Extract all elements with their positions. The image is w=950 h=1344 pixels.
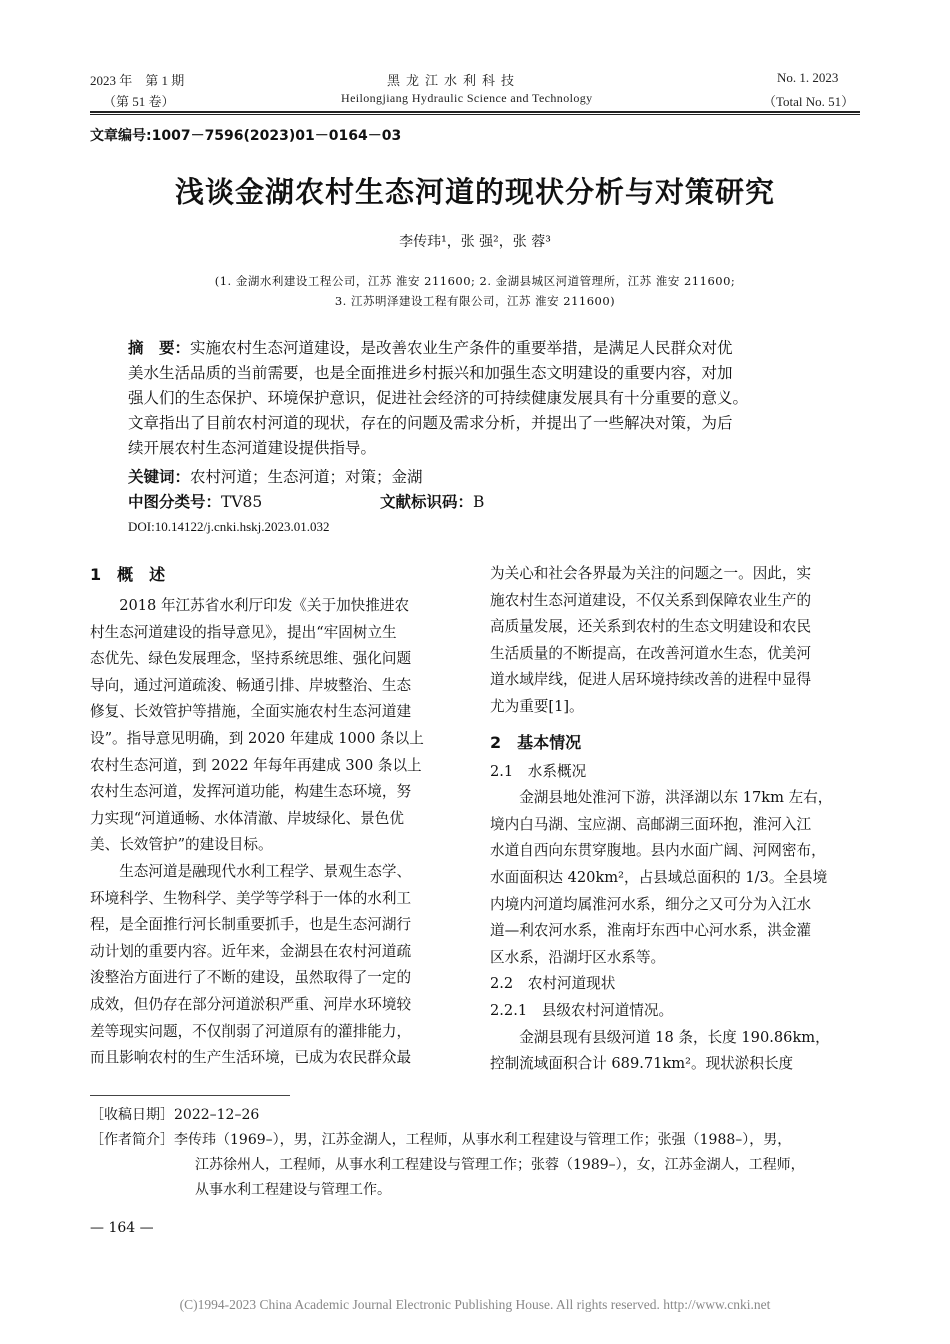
text-line: 施农村生态河道建设，不仅关系到保障农业生产的 (490, 591, 812, 609)
text-line: 尤为重要[1]。 (490, 697, 584, 715)
subsection-heading-2-2-1: 2.2.1 县级农村河道情况。 (490, 1001, 674, 1019)
header-rule-thin (90, 114, 860, 115)
abstract-line: 续开展农村生态河道建设提供指导。 (128, 439, 377, 457)
authors: 李传玮¹，张 强²，张 蓉³ (399, 234, 551, 250)
copyright-notice: (C)1994-2023 China Academic Journal Electronic Publishing House. All rights reserved. http://www.cnki.net (179, 1297, 771, 1312)
text-line: 水道自西向东贯穿腹地。县内水面广阔、河网密布， (490, 842, 826, 860)
paper-title: 浅谈金湖农村生态河道的现状分析与对策研究 (174, 175, 775, 209)
text-line: 金湖县地处淮河下游，洪泽湖以东 17km 左右， (519, 789, 833, 807)
right-column-intro (490, 561, 860, 721)
received-label: ［收稿日期］ (90, 1107, 174, 1123)
section-heading-2: 2 基本情况 (490, 732, 582, 752)
clc-label: 中图分类号： (128, 493, 222, 511)
article-number: 文章编号:1007－7596(2023)01－0164－03 (90, 128, 402, 144)
text-line: 动计划的重要内容。近年来，金湖县在农村河道疏 (90, 942, 412, 960)
text-line: 设”。指导意见明确，到 2020 年建成 1000 条以上 (90, 729, 424, 747)
section-heading-1: 1 概 述 (90, 565, 166, 584)
header-issue: 2023 年 第 1 期 (90, 73, 185, 88)
doc-code-wrap (380, 490, 484, 515)
right-column-body-2 (490, 1025, 860, 1078)
text-line: 环境科学、生物科学、美学等学科于一体的水利工 (90, 889, 412, 907)
text-line: 境内白马湖、宝应湖、高邮湖三面环抱，淮河入江 (490, 815, 812, 833)
text-line: 态优先、绿色发展理念，坚持系统思维、强化问题 (90, 650, 412, 668)
keywords: 农村河道；生态河道；对策；金湖 (190, 468, 423, 486)
keywords-label: 关键词： (128, 468, 191, 486)
text-line: 高质量发展，还关系到农村的生态文明建设和农民 (490, 618, 812, 636)
abstract-line: 实施农村生态河道建设，是改善农业生产条件的重要举措，是满足人民群众对优 (190, 339, 733, 357)
keywords-row (128, 465, 828, 490)
doc-code: B (473, 493, 485, 511)
text-line: 道水域岸线，促进人居环境持续改善的进程中显得 (490, 671, 812, 689)
bio-line: 李传玮（1969–），男，江苏金湖人，工程师，从事水利工程建设与管理工作；张强（1988–），男， (174, 1132, 792, 1148)
footnote (90, 1103, 880, 1203)
text-line: 2018 年江苏省水利厅印发《关于加快推进农 (119, 597, 410, 614)
text-line: 道—利农河水系，淮南圩东西中心河水系，洪金灌 (490, 922, 812, 940)
text-line: 控制流域面积合计 689.71km²。现状淤积长度 (490, 1055, 794, 1073)
text-line: 差等现实问题，不仅削弱了河道原有的灌排能力， (90, 1022, 412, 1040)
right-column (490, 561, 860, 1078)
header-number: No. 1. 2023 (777, 70, 839, 85)
footnote-rule (90, 1095, 290, 1096)
subsection-heading-2-2: 2.2 农村河道现状 (490, 975, 616, 993)
text-line: 力实现“河道通畅、水体清澈、岸坡绿化、景色优 (90, 809, 404, 827)
text-line: 程，是全面推行河长制重要抓手，也是生态河湖行 (90, 916, 412, 934)
text-line: 农村生态河道，到 2022 年每年再建成 300 条以上 (90, 756, 422, 774)
page-number: — 164 — (90, 1220, 154, 1236)
clc-code: TV85 (221, 493, 263, 511)
text-line: 区水系，沿湖圩区水系等。 (490, 948, 666, 966)
text-line: 水面面积达 420km²，占县域总面积的 1/3。全县境 (490, 868, 828, 886)
bio-line: 江苏徐州人，工程师，从事水利工程建设与管理工作；张蓉（1989–），女，江苏金湖人，工程师， (195, 1157, 805, 1173)
text-line: 生活质量的不断提高，在改善河道水生态，优美河 (490, 644, 812, 662)
text-line: 金湖县现有县级河道 18 条，长度 190.86km， (519, 1028, 830, 1046)
left-column (90, 561, 460, 1072)
text-line: 农村生态河道，发挥河道功能，构建生态环境，努 (90, 783, 412, 801)
abstract-label: 摘 要： (128, 339, 191, 357)
text-line: 生态河道是融现代水利工程学、景观生态学、 (119, 862, 412, 880)
abstract-line: 文章指出了目前农村河道的现状，存在的问题及需求分析，并提出了一些解决对策，为后 (128, 414, 733, 432)
text-line: 修复、长效管护等措施，全面实施农村生态河道建 (90, 703, 412, 721)
classification-row (128, 490, 828, 518)
text-line: 而且影响农村的生产生活环境，已成为农民群众最 (90, 1049, 412, 1067)
left-column-body (90, 593, 460, 1072)
bio-line: 从事水利工程建设与管理工作。 (195, 1182, 391, 1198)
right-column-body-1 (490, 785, 860, 971)
text-line: 内境内河道均属淮河水系，细分之又可分为入江水 (490, 895, 812, 913)
text-line: 成效，但仍存在部分河道淤积严重、河岸水环境较 (90, 995, 412, 1013)
text-line: 美、长效管护”的建设目标。 (90, 836, 273, 854)
text-line: 导向，通过河道疏浚、畅通引排、岸坡整治、生态 (90, 676, 412, 694)
text-line: 村生态河道建设的指导意见》，提出“牢固树立生 (90, 623, 397, 641)
affiliation-line-1: (1. 金湖水利建设工程公司，江苏 淮安 211600; 2. 金湖县城区河道管理所，江苏 淮安 211600; (214, 274, 736, 288)
header-journal-en: Heilongjiang Hydraulic Science and Technology (341, 91, 593, 105)
text-line: 浚整治方面进行了不断的建设，虽然取得了一定的 (90, 969, 412, 987)
abstract (128, 336, 828, 536)
doi: DOI:10.14122/j.cnki.hskj.2023.01.032 (128, 519, 330, 534)
header-rule (90, 111, 860, 113)
bio-label: ［作者简介］ (90, 1132, 174, 1148)
header-total: （Total No. 51） (763, 94, 855, 109)
header-journal-cn: 黑龙江水利科技 (387, 74, 521, 89)
abstract-line: 强人们的生态保护、环境保护意识，促进社会经济的可持续健康发展具有十分重要的意义。 (128, 389, 749, 407)
header-volume: （第 51 卷） (103, 94, 175, 109)
abstract-line: 美水生活品质的当前需要，也是全面推进乡村振兴和加强生态文明建设的重要内容，对加 (128, 364, 733, 382)
doc-label: 文献标识码： (380, 493, 474, 511)
text-line: 为关心和社会各界最为关注的问题之一。因此，实 (490, 565, 812, 582)
received-date: 2022–12–26 (174, 1107, 260, 1123)
affiliation-line-2: 3. 江苏明泽建设工程有限公司，江苏 淮安 211600) (334, 294, 616, 308)
subsection-heading-2-1: 2.1 水系概况 (490, 762, 587, 780)
